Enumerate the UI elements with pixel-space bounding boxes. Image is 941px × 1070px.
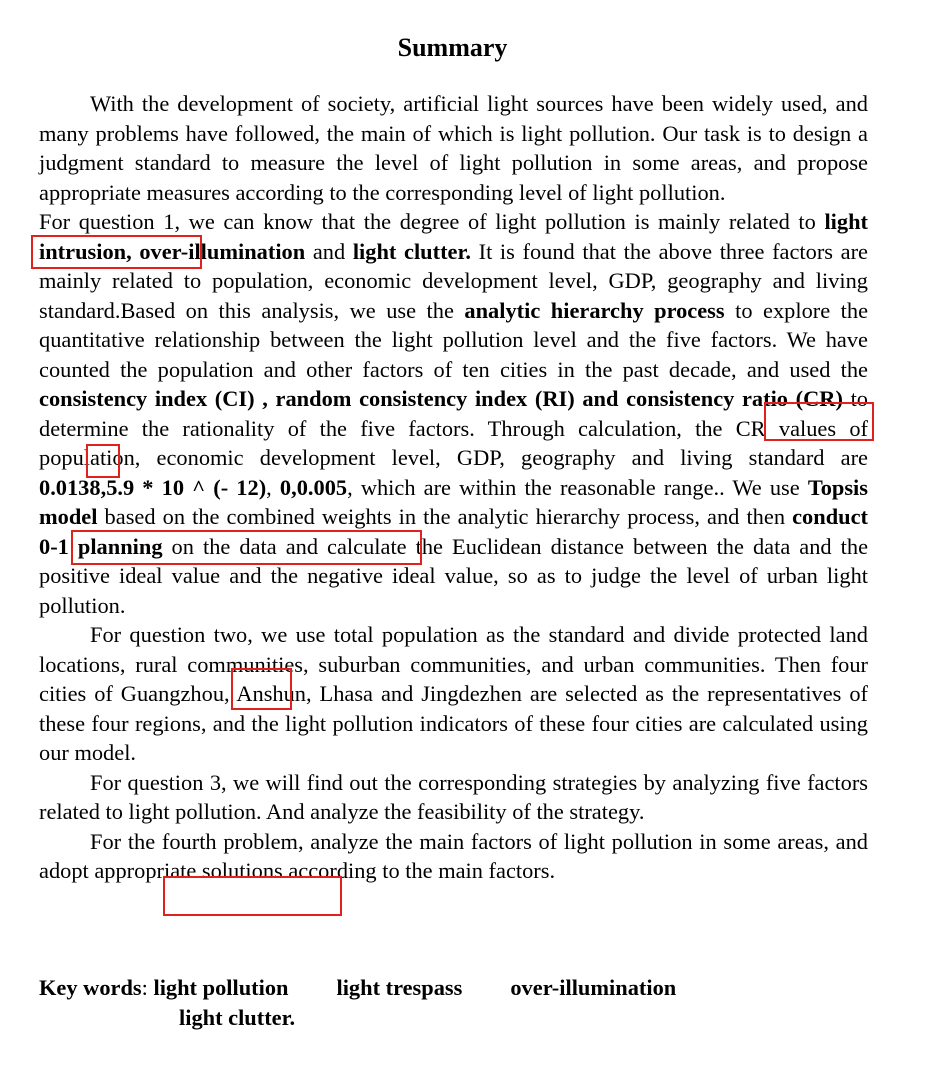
bold-term: Topsis model bbox=[39, 474, 868, 529]
bold-term: consistency index (CI) , random consistency index (RI) and consistency ratio (CR) bbox=[39, 386, 843, 411]
cr-value: 0.005 bbox=[296, 474, 348, 500]
cr-value: 5.9 * 10 ^ (- 12) bbox=[106, 474, 267, 500]
text-span: , bbox=[291, 474, 297, 500]
text-span: , bbox=[100, 474, 107, 500]
text-span: For question 1, we can know that the degree of light pollution is mainly related to bbox=[39, 209, 825, 234]
text-span: to determine the rationality of the five factors. Through calculation, the CR values of population, economic development level, GDP, geography and living standard are bbox=[39, 386, 869, 470]
text-span: and bbox=[305, 238, 353, 264]
keywords-row-1 bbox=[39, 973, 676, 1003]
keyword: light trespass bbox=[336, 975, 463, 1000]
keywords-colon: : bbox=[141, 975, 148, 1000]
cr-value: 0 bbox=[279, 474, 292, 500]
text-span: based on the combined weights in the analytic hierarchy process, and then bbox=[97, 504, 793, 529]
keywords-section bbox=[39, 973, 676, 1032]
paragraph-question-4: For the fourth problem, analyze the main factors of light pollution in some areas, and adopt appropriate solutions according to the main factors. bbox=[39, 828, 868, 883]
bold-term: analytic hierarchy process bbox=[464, 297, 725, 323]
paragraph-question-1 bbox=[39, 207, 868, 620]
text-span: to explore the quantitative relationship between the light pollution level and the five factors. We have counted the population and other factors of ten cities in the past decade, and used the bbox=[39, 297, 869, 382]
keyword: over-illumination bbox=[510, 975, 677, 1000]
paragraph-question-3: For question 3, we will find out the corresponding strategies by analyzing five factors related to light pollution. And analyze the feasibility of the strategy. bbox=[39, 769, 868, 824]
keyword: light pollution bbox=[153, 975, 289, 1000]
keywords-label: Key words bbox=[39, 975, 142, 1000]
summary-title: Summary bbox=[397, 33, 508, 62]
text-span: , bbox=[266, 474, 280, 500]
text-span: , which are within the reasonable range.. We use bbox=[347, 474, 808, 500]
keyword: light clutter. bbox=[179, 1004, 296, 1030]
cr-value: 0.0138 bbox=[39, 474, 101, 500]
paragraph-question-2: For question two, we use total population as the standard and divide protected land locations, rural communities, suburban communities, and urban communities. Then four cities of Guangzhou, Anshun, Lhasa and Jingdezhen are selected as the representatives of these four regions, and the light pollution indicators of these four cities are calculated using our model. bbox=[39, 622, 868, 765]
keywords-row-2 bbox=[39, 1003, 676, 1033]
paragraph-intro: With the development of society, artificial light sources have been widely used, and many problems have followed, the main of which is light pollution. Our task is to design a judgment standard to measure the level of light pollution in some areas, and propose appropriate measures according to the corresponding level of light pollution. bbox=[39, 91, 868, 205]
summary-body bbox=[39, 89, 868, 886]
bold-term: conduct 0-1 planning bbox=[39, 504, 868, 559]
text-span: It is found that the above three factors are mainly related to population, economic development level, GDP, geography and living standard.Based on this analysis, we use the bbox=[39, 238, 868, 323]
bold-term: light clutter. bbox=[352, 238, 471, 264]
bold-term: light intrusion, over-illumination bbox=[39, 209, 868, 264]
text-span: on the data and calculate the Euclidean distance between the data and the positive ideal value and the negative ideal value, so as to judge the level of urban light pollution. bbox=[39, 533, 869, 618]
